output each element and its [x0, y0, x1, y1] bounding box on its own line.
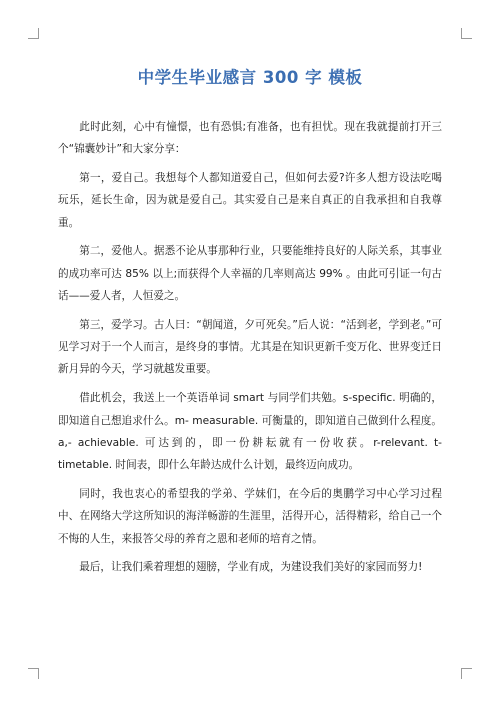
document-body [58, 116, 442, 579]
paragraph-wishes: 同时，我也衷心的希望我的学弟、学妹们，在今后的奥鹏学习中心学习过程中、在网络大学这所知识的海洋畅游的生涯里，活得开心，活得精彩，给自己一个不悔的人生，来报答父母的养育之恩和老师的培育之情。 [58, 487, 442, 545]
crop-mark-bottom-left [28, 668, 39, 679]
paragraph-closing: 最后，让我们乘着理想的翅膀，学业有成，为建设我们美好的家园而努力! [79, 561, 423, 574]
crop-mark-top-left [28, 28, 39, 39]
paragraph-love-self: 第一，爱自己。我想每个人都知道爱自己，但如何去爱?许多人想方设法吃喝玩乐，延长生命，因为就是爱自己。其实爱自己是来自真正的自我承担和自我尊重。 [58, 172, 442, 229]
crop-mark-top-right [461, 28, 472, 39]
paragraph-love-learning: 第三，爱学习。古人曰：“朝闻道，夕可死矣。”后人说：“活到老，学到老。”可见学习对于一个人而言，是终身的事情。尤其是在知识更新千变万化、世界变迁日新月异的今天，学习就越发重要。 [58, 318, 442, 376]
paragraph-intro: 此时此刻，心中有憧憬，也有恐惧;有准备，也有担忧。现在我就提前打开三个“锦囊妙计”和大家分享： [58, 121, 442, 156]
crop-mark-bottom-right [461, 668, 472, 679]
paragraph-love-others: 第二，爱他人。据悉不论从事那种行业，只要能维持良好的人际关系，其事业的成功率可达 85% 以上;而获得个人幸福的几率则高达 99% 。由此可引证一句古话——爱人者，人恒爱之。 [58, 245, 442, 303]
paragraph-smart: 借此机会，我送上一个英语单词 smart 与同学们共勉。s-specific. 明确的，即知道自己想追求什么。m- measurable. 可衡量的，即知道自己做到什么程度。a,- achievable. 可达到的，即一份耕耘就有一份收获。r-relevant. t- timetable. 时间表，即什么年龄达成什么计划，最终迈向成功。 [58, 392, 442, 472]
document-title: 中学生毕业感言 300 字 模板 [137, 68, 363, 87]
